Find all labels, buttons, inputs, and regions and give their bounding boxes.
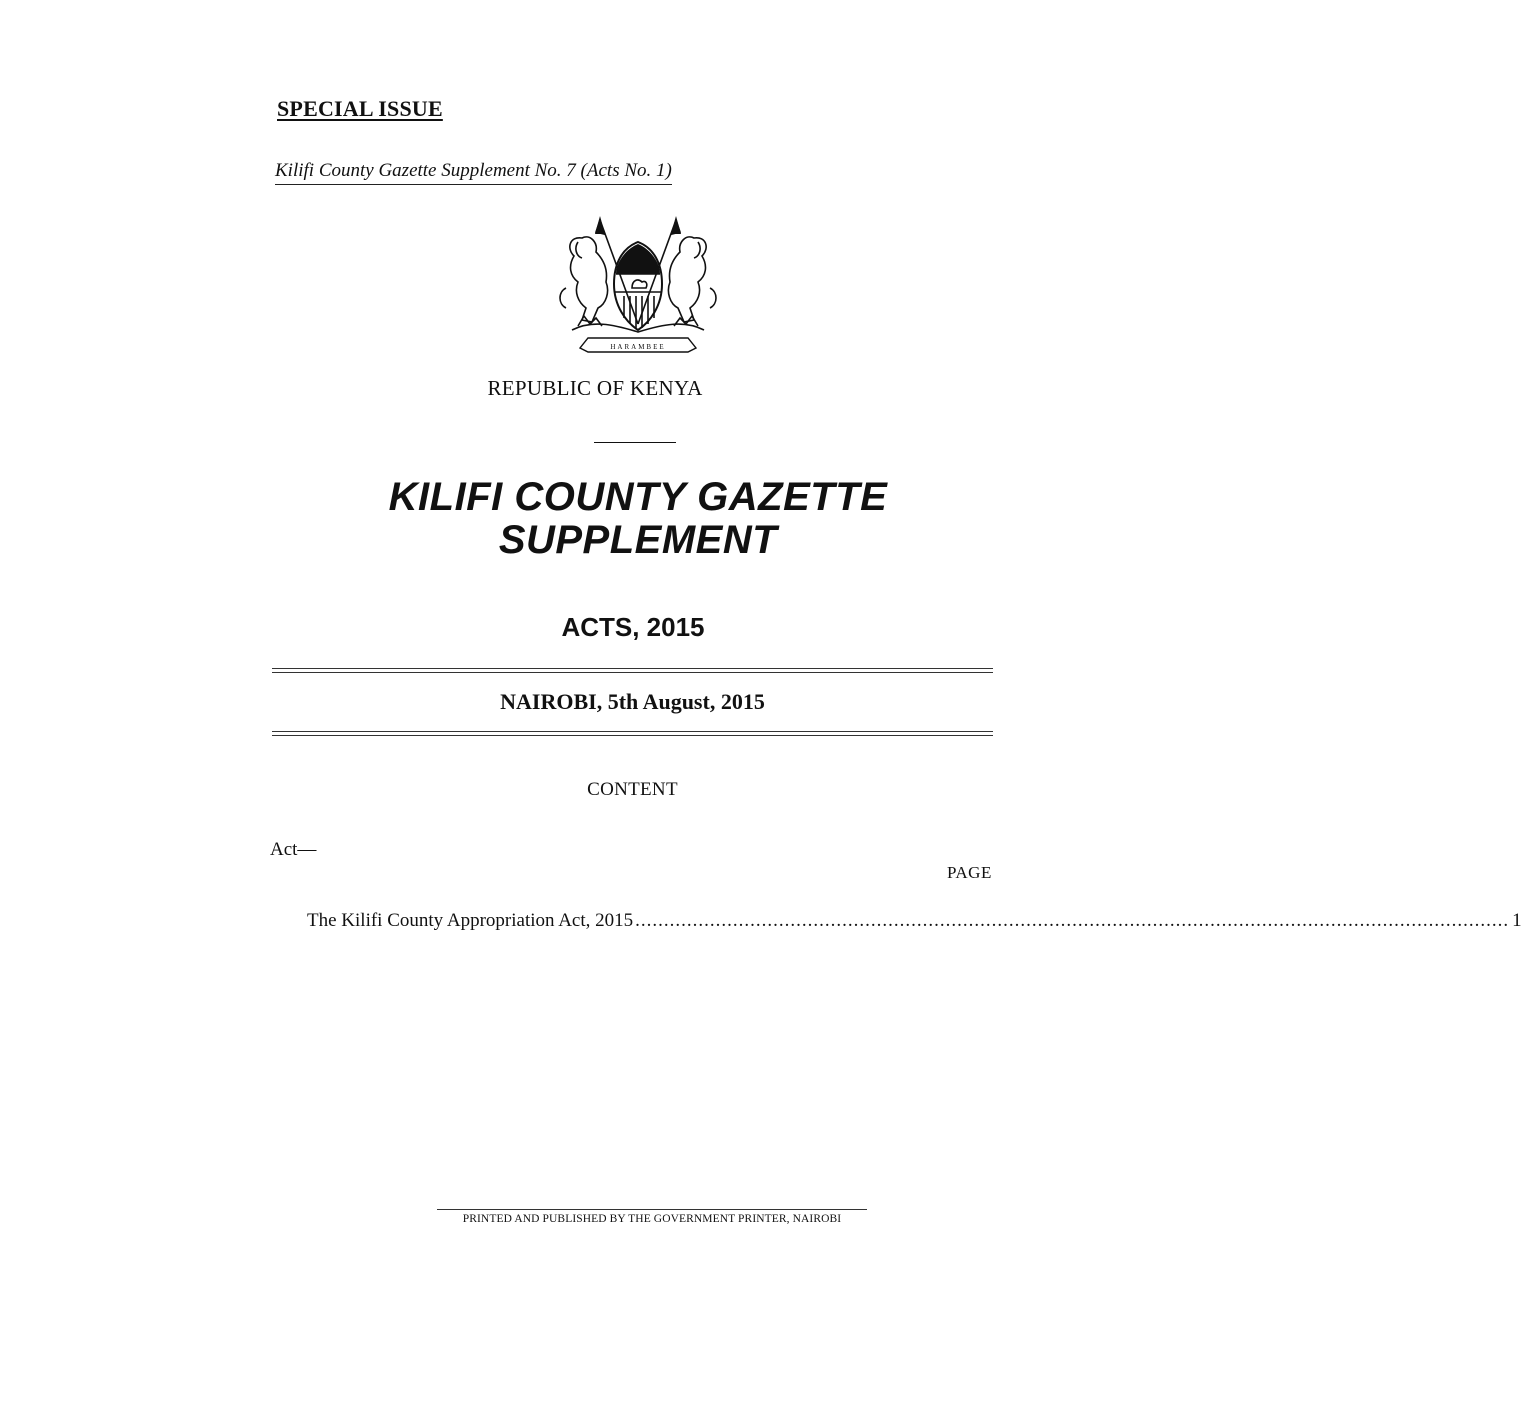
supplement-number: Kilifi County Gazette Supplement No. 7 (Acts No. 1) xyxy=(275,160,672,185)
toc-leader-dots: ........................................................................................................................................................ xyxy=(635,910,1510,931)
divider-short xyxy=(594,442,676,443)
divider-double-bottom xyxy=(272,731,993,736)
place-and-date: NAIROBI, 5th August, 2015 xyxy=(500,689,765,714)
act-label: Act— xyxy=(270,839,317,860)
toc-entry[interactable] xyxy=(307,910,1522,932)
toc-entry-page: 1 xyxy=(1512,910,1522,931)
gazette-title-line-2: SUPPLEMENT xyxy=(498,518,778,562)
footer-divider xyxy=(437,1209,867,1210)
coat-of-arms-emblem xyxy=(552,212,724,358)
special-issue-heading: SPECIAL ISSUE xyxy=(277,96,443,121)
toc-entry-title: The Kilifi County Appropriation Act, 2015 xyxy=(307,910,634,931)
divider-double-top xyxy=(272,668,993,673)
acts-year-heading: ACTS, 2015 xyxy=(561,612,705,642)
page-column-label: PAGE xyxy=(947,863,992,882)
content-heading: CONTENT xyxy=(587,779,678,800)
gazette-title-line-1: KILIFI COUNTY GAZETTE xyxy=(388,475,888,519)
republic-heading: REPUBLIC OF KENYA xyxy=(487,376,703,400)
printer-footer: PRINTED AND PUBLISHED BY THE GOVERNMENT PRINTER, NAIROBI xyxy=(462,1213,842,1225)
gazette-title xyxy=(0,476,1276,562)
emblem-motto: HARAMBEE xyxy=(610,343,666,351)
